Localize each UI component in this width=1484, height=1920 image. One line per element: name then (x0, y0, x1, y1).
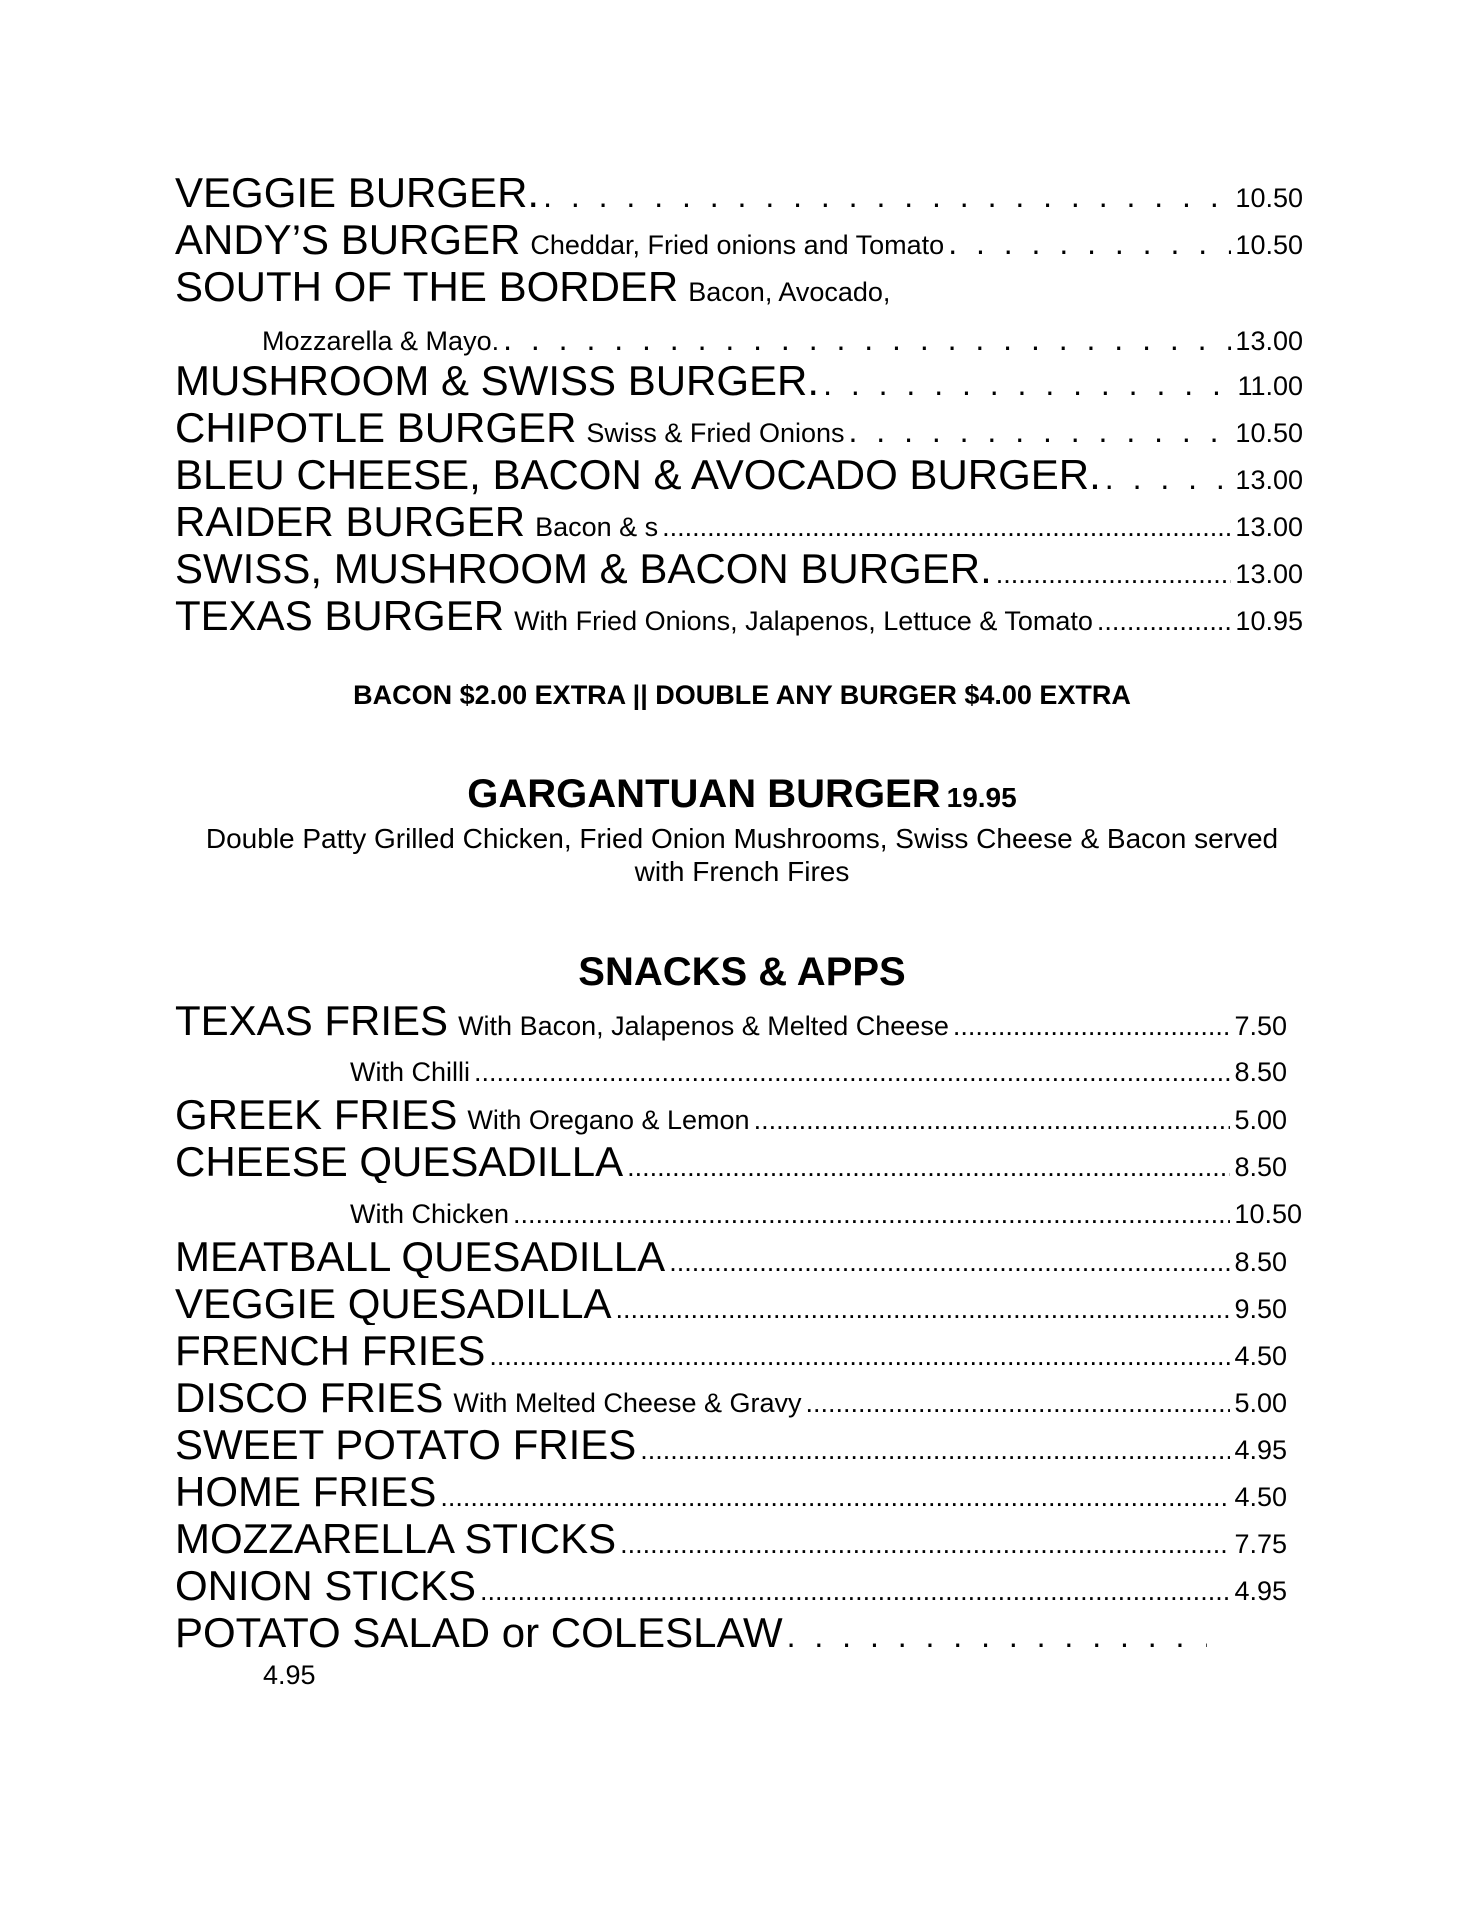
dot-leader (787, 1620, 1207, 1652)
menu-item (175, 1377, 1287, 1419)
menu-item-variant (350, 1057, 1287, 1088)
menu-item (175, 1518, 1287, 1560)
gargantuan-desc-line: Double Patty Grilled Chicken, Fried Onion Mushrooms, Swiss Cheese & Bacon served (205, 823, 1279, 854)
item-price: 10.95 (1235, 606, 1303, 636)
menu-item (175, 454, 1303, 496)
item-price: 7.75 (1234, 1529, 1287, 1559)
item-price: 10.50 (1234, 1199, 1302, 1229)
extras-note: BACON $2.00 EXTRA || DOUBLE ANY BURGER $4.00 EXTRA (353, 680, 1131, 710)
item-description: Bacon & s (535, 512, 659, 542)
item-name: BLEU CHEESE, BACON & AVOCADO BURGER. (175, 454, 1101, 496)
item-description: With Melted Cheese & Gravy (453, 1388, 802, 1418)
dot-leader (1105, 462, 1232, 494)
dot-leader (996, 561, 1232, 588)
menu-item (175, 595, 1303, 637)
item-price: 4.50 (1234, 1341, 1287, 1371)
item-name: Mozzarella & Mayo. (262, 326, 500, 356)
dot-leader (480, 1578, 1230, 1605)
item-name: SOUTH OF THE BORDER (175, 266, 679, 308)
menu-item (175, 1471, 1287, 1513)
item-name: FRENCH FRIES (175, 1330, 486, 1372)
menu-item (175, 1424, 1287, 1466)
item-name: ANDY’S BURGER (175, 219, 521, 261)
dot-leader (503, 323, 1231, 355)
menu-item (175, 1141, 1287, 1183)
item-price: 4.95 (1234, 1576, 1287, 1606)
item-name: With Chilli (350, 1057, 471, 1087)
item-name: VEGGIE QUESADILLA (175, 1283, 612, 1325)
item-price: 4.95 (1234, 1435, 1287, 1465)
menu-item (175, 1094, 1287, 1136)
item-price: 11.00 (1237, 371, 1303, 401)
item-price: 13.00 (1235, 465, 1303, 495)
menu-item (175, 1612, 1211, 1654)
item-name: RAIDER BURGER (175, 501, 526, 543)
dot-leader (823, 368, 1233, 400)
item-price: 13.00 (1235, 512, 1303, 542)
dot-leader (627, 1154, 1230, 1181)
menu-item (175, 1330, 1287, 1372)
item-description: Bacon, Avocado, (688, 277, 891, 307)
item-name: VEGGIE BURGER. (175, 172, 540, 214)
item-name: SWISS, MUSHROOM & BACON BURGER. (175, 548, 992, 590)
gargantuan-name: GARGANTUAN BURGER (467, 772, 941, 816)
item-name: TEXAS FRIES (175, 1000, 449, 1042)
dot-leader (948, 227, 1231, 259)
item-price: 13.00 (1235, 326, 1303, 356)
item-name: SWEET POTATO FRIES (175, 1424, 637, 1466)
item-price: 13.00 (1235, 559, 1303, 589)
menu-item (175, 1283, 1287, 1325)
item-price: 7.50 (1234, 1011, 1287, 1041)
item-price: 4.50 (1234, 1482, 1287, 1512)
item-name: HOME FRIES (175, 1471, 437, 1513)
dot-leader (754, 1107, 1231, 1134)
item-name: CHIPOTLE BURGER (175, 407, 577, 449)
dot-leader (1097, 608, 1232, 635)
menu-item (175, 1565, 1287, 1607)
dot-leader (489, 1343, 1230, 1370)
dot-leader (806, 1390, 1231, 1417)
item-price: 10.50 (1235, 183, 1303, 213)
menu-item (175, 172, 1303, 214)
item-price: 8.50 (1234, 1057, 1287, 1087)
item-description: With Bacon, Jalapenos & Melted Cheese (458, 1011, 949, 1041)
dot-leader (953, 1013, 1231, 1040)
item-name: MOZZARELLA STICKS (175, 1518, 617, 1560)
dot-leader (616, 1296, 1231, 1323)
item-name: ONION STICKS (175, 1565, 477, 1607)
menu-item (175, 360, 1303, 402)
gargantuan-desc-line: with French Fires (634, 856, 850, 887)
gargantuan-title (0, 772, 1484, 817)
dot-leader (662, 514, 1231, 541)
menu-item-variant (350, 1199, 1302, 1230)
item-description: Cheddar, Fried onions and Tomato (530, 230, 945, 260)
menu-item (175, 1000, 1287, 1042)
item-price: 5.00 (1234, 1105, 1287, 1135)
menu-item (175, 407, 1303, 449)
item-description: With Oregano & Lemon (467, 1105, 750, 1135)
dot-leader (640, 1437, 1230, 1464)
dot-leader (474, 1059, 1230, 1086)
item-description: Swiss & Fried Onions (586, 418, 845, 448)
dot-leader (513, 1201, 1230, 1228)
item-name: POTATO SALAD or COLESLAW (175, 1612, 783, 1654)
item-name: DISCO FRIES (175, 1377, 444, 1419)
item-price: 10.50 (1235, 418, 1303, 448)
dot-leader (669, 1249, 1230, 1276)
gargantuan-description (170, 822, 1314, 888)
dot-leader (620, 1531, 1230, 1558)
item-price: 8.50 (1234, 1247, 1287, 1277)
menu-item (175, 266, 1303, 308)
item-name: GREEK FRIES (175, 1094, 458, 1136)
menu-item (175, 501, 1303, 543)
item-name: MUSHROOM & SWISS BURGER. (175, 360, 820, 402)
menu-item-continued (262, 323, 1303, 357)
item-price: 9.50 (1234, 1294, 1287, 1324)
menu-item (175, 219, 1303, 261)
item-name: CHEESE QUESADILLA (175, 1141, 624, 1183)
item-name: TEXAS BURGER (175, 595, 505, 637)
dot-leader (849, 415, 1232, 447)
section-title-snacks: SNACKS & APPS (578, 950, 906, 994)
item-description: With Fried Onions, Jalapenos, Lettuce & Tomato (514, 606, 1093, 636)
menu-item (175, 1236, 1287, 1278)
item-price: 4.95 (263, 1660, 316, 1690)
item-price: 10.50 (1235, 230, 1303, 260)
item-price: 5.00 (1234, 1388, 1287, 1418)
item-name: With Chicken (350, 1199, 510, 1229)
dot-leader (440, 1484, 1230, 1511)
item-price: 8.50 (1234, 1152, 1287, 1182)
item-name: MEATBALL QUESADILLA (175, 1236, 666, 1278)
menu-item (175, 548, 1303, 590)
gargantuan-price: 19.95 (946, 782, 1017, 813)
dot-leader (543, 180, 1231, 212)
